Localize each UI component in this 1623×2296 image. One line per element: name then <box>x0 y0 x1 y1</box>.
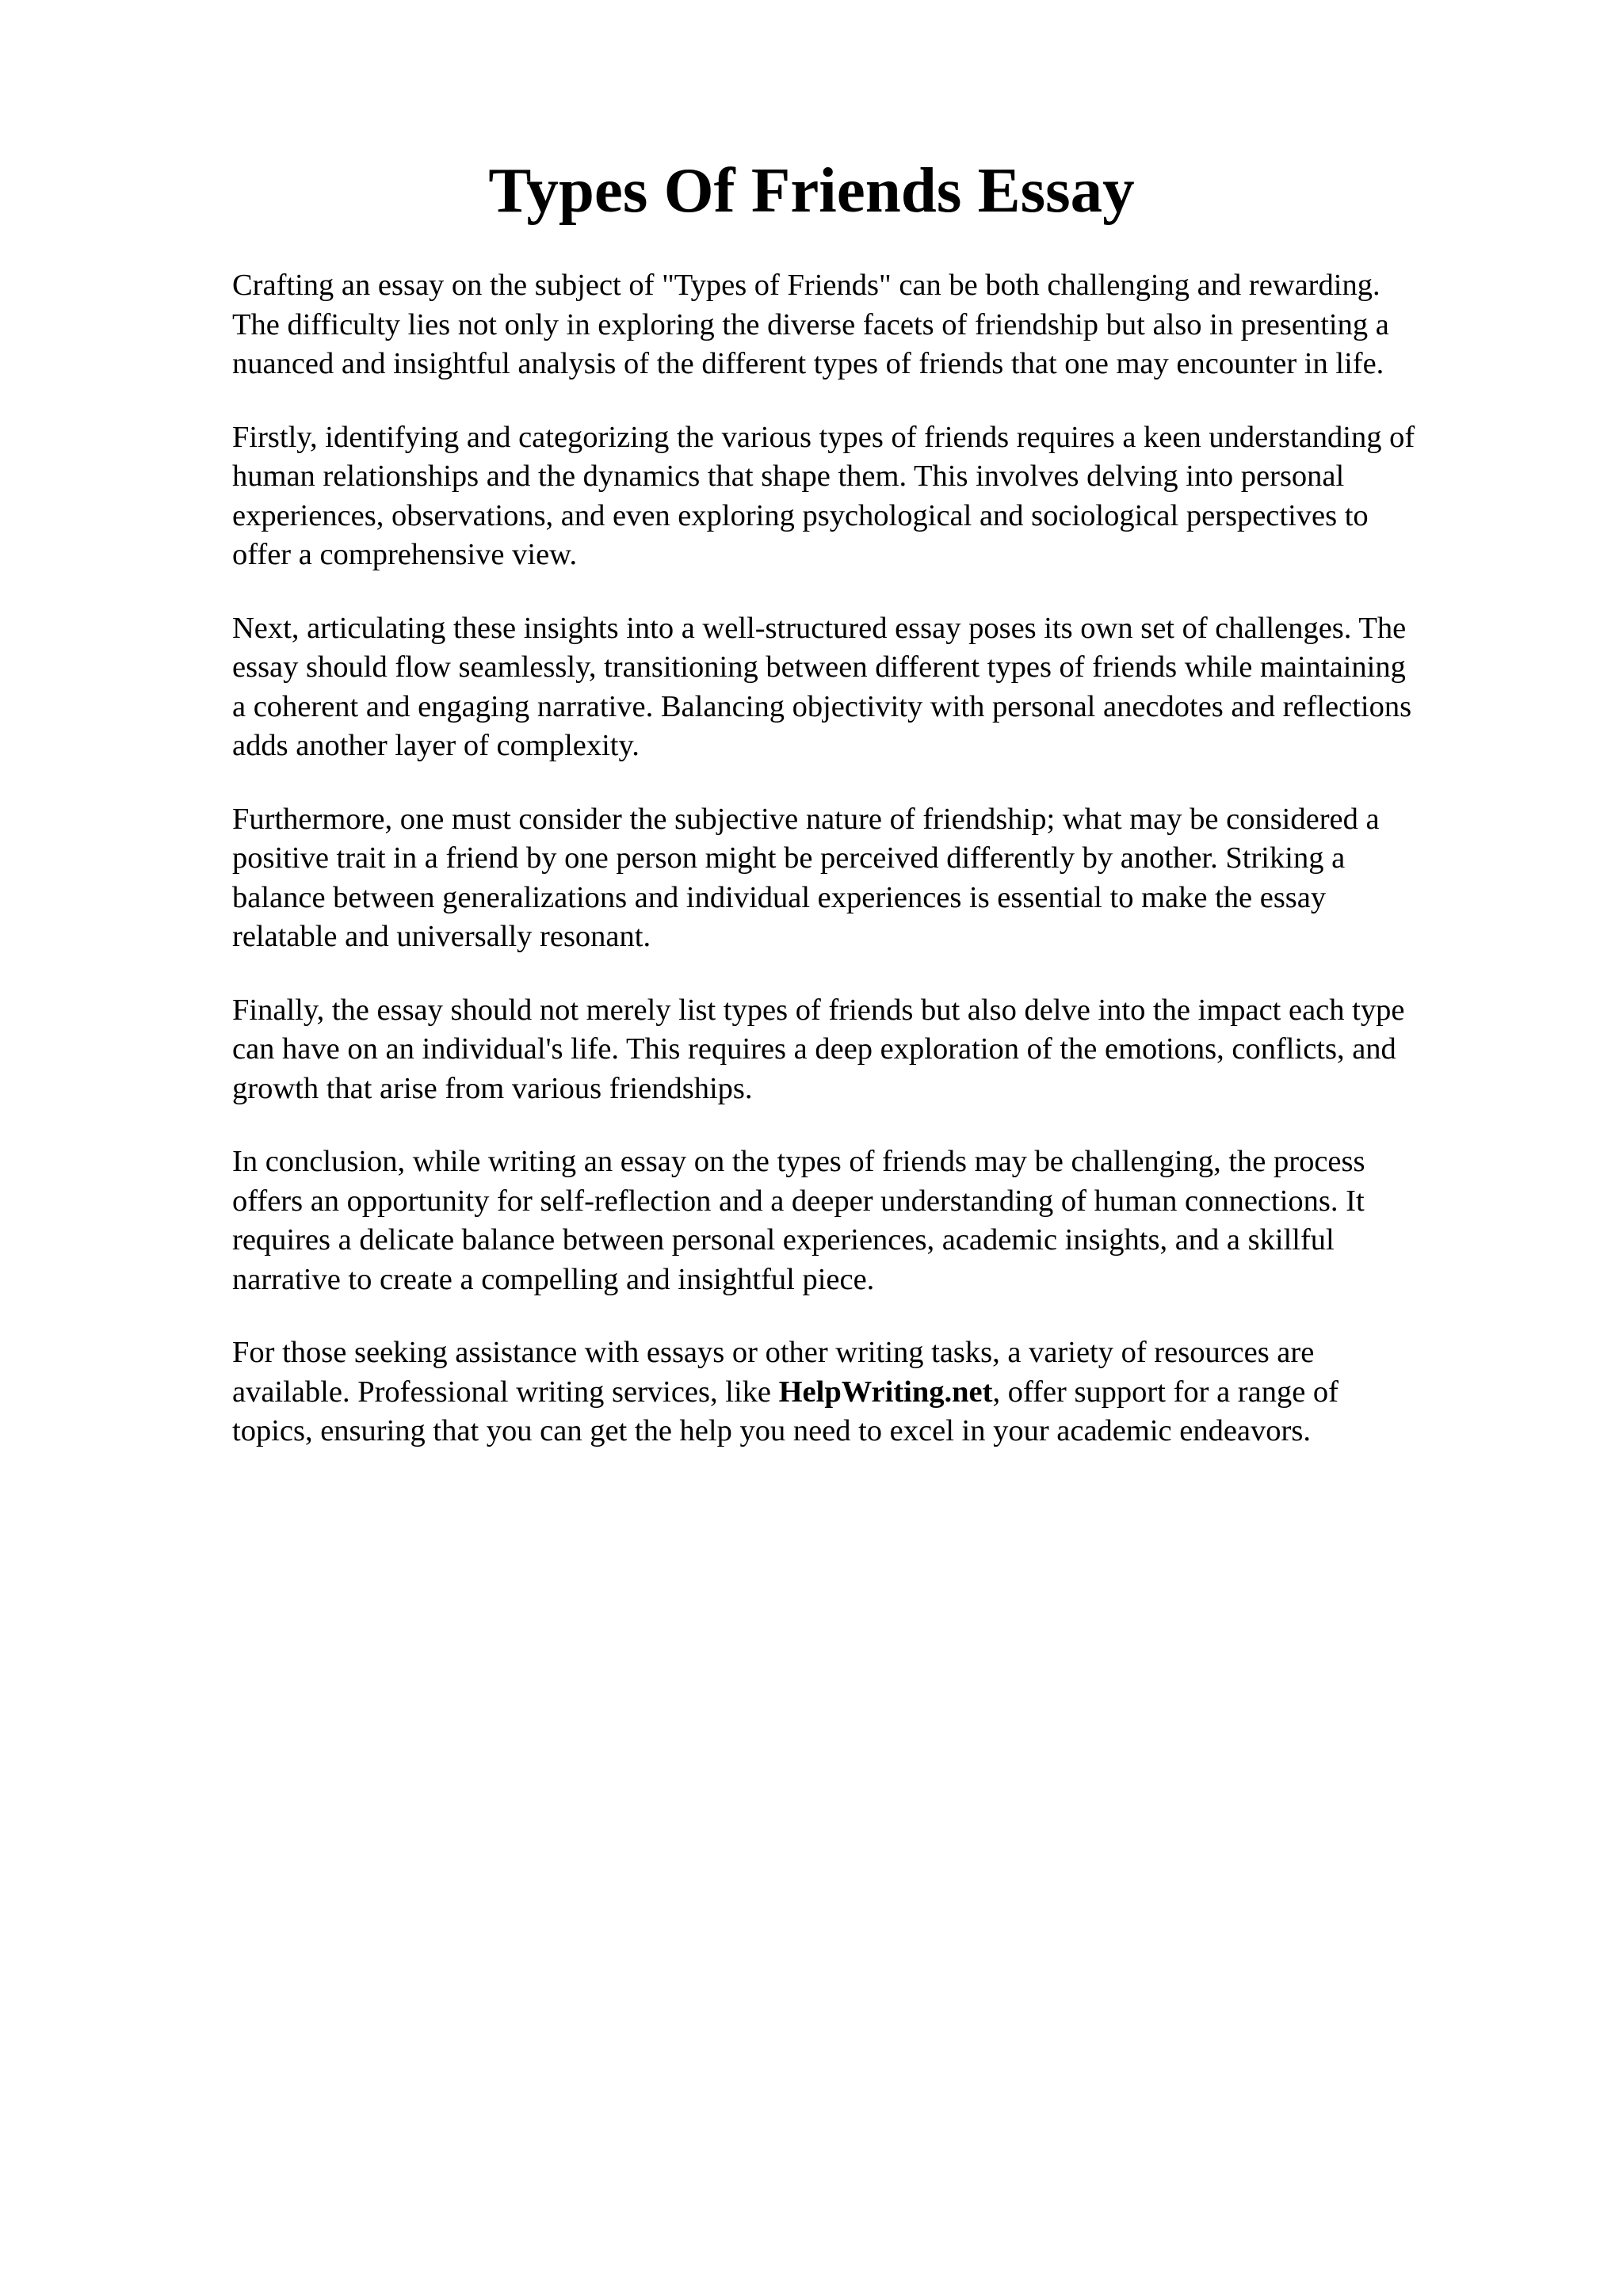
paragraph-intro <box>232 266 1532 384</box>
text-line: can have on an individual's life. This requires a deep exploration of the emotions, conflicts, and <box>232 1032 1396 1066</box>
text-line: narrative to create a compelling and insightful piece. <box>232 1262 875 1296</box>
paragraph-next <box>232 609 1532 766</box>
text-line: adds another layer of complexity. <box>232 729 640 762</box>
text-line: Furthermore, one must consider the subjective nature of friendship; what may be considered a <box>232 802 1380 836</box>
paragraph-finally <box>232 991 1532 1109</box>
paragraph-firstly <box>232 418 1532 575</box>
text-segment: available. Professional writing services, like <box>232 1375 779 1409</box>
text-line: a coherent and engaging narrative. Balancing objectivity with personal anecdotes and reflections <box>232 689 1412 723</box>
document-body <box>232 266 1532 1486</box>
paragraph-closing <box>232 1333 1532 1451</box>
paragraph-furthermore <box>232 800 1532 957</box>
text-line: essay should flow seamlessly, transitioning between different types of friends while maintaining <box>232 650 1406 684</box>
text-line: offers an opportunity for self-reflection and a deeper understanding of human connections. It <box>232 1184 1365 1218</box>
text-line: requires a delicate balance between personal experiences, academic insights, and a skillful <box>232 1223 1335 1257</box>
text-line: experiences, observations, and even exploring psychological and sociological perspectives to <box>232 498 1369 532</box>
text-line: For those seeking assistance with essays or other writing tasks, a variety of resources are <box>232 1336 1315 1369</box>
text-line: Crafting an essay on the subject of "Types of Friends" can be both challenging and rewarding. <box>232 269 1381 302</box>
text-line: Finally, the essay should not merely list types of friends but also delve into the impact each type <box>232 993 1405 1027</box>
text-line: relatable and universally resonant. <box>232 920 651 953</box>
text-line: balance between generalizations and individual experiences is essential to make the essay <box>232 880 1327 914</box>
text-line: In conclusion, while writing an essay on the types of friends may be challenging, the process <box>232 1145 1365 1178</box>
text-line: Firstly, identifying and categorizing the various types of friends requires a keen understanding of <box>232 420 1415 454</box>
text-line: Next, articulating these insights into a well-structured essay poses its own set of challenges. The <box>232 611 1407 645</box>
text-line: topics, ensuring that you can get the help you need to excel in your academic endeavors. <box>232 1414 1311 1447</box>
text-segment: , offer support for a range of <box>992 1375 1338 1409</box>
text-line: nuanced and insightful analysis of the different types of friends that one may encounter in life. <box>232 347 1384 380</box>
text-line: offer a comprehensive view. <box>232 538 578 571</box>
text-line: positive trait in a friend by one person might be perceived differently by another. Striking a <box>232 841 1346 875</box>
document-title: Types Of Friends Essay <box>488 154 1135 226</box>
helpwriting-link[interactable]: HelpWriting.net <box>778 1375 993 1409</box>
paragraph-conclusion <box>232 1142 1532 1299</box>
text-line: human relationships and the dynamics that shape them. This involves delving into personal <box>232 460 1345 493</box>
text-line: growth that arise from various friendships. <box>232 1071 753 1105</box>
text-line: The difficulty lies not only in exploring the diverse facets of friendship but also in presenting a <box>232 307 1389 341</box>
text-line <box>232 1373 1532 1413</box>
